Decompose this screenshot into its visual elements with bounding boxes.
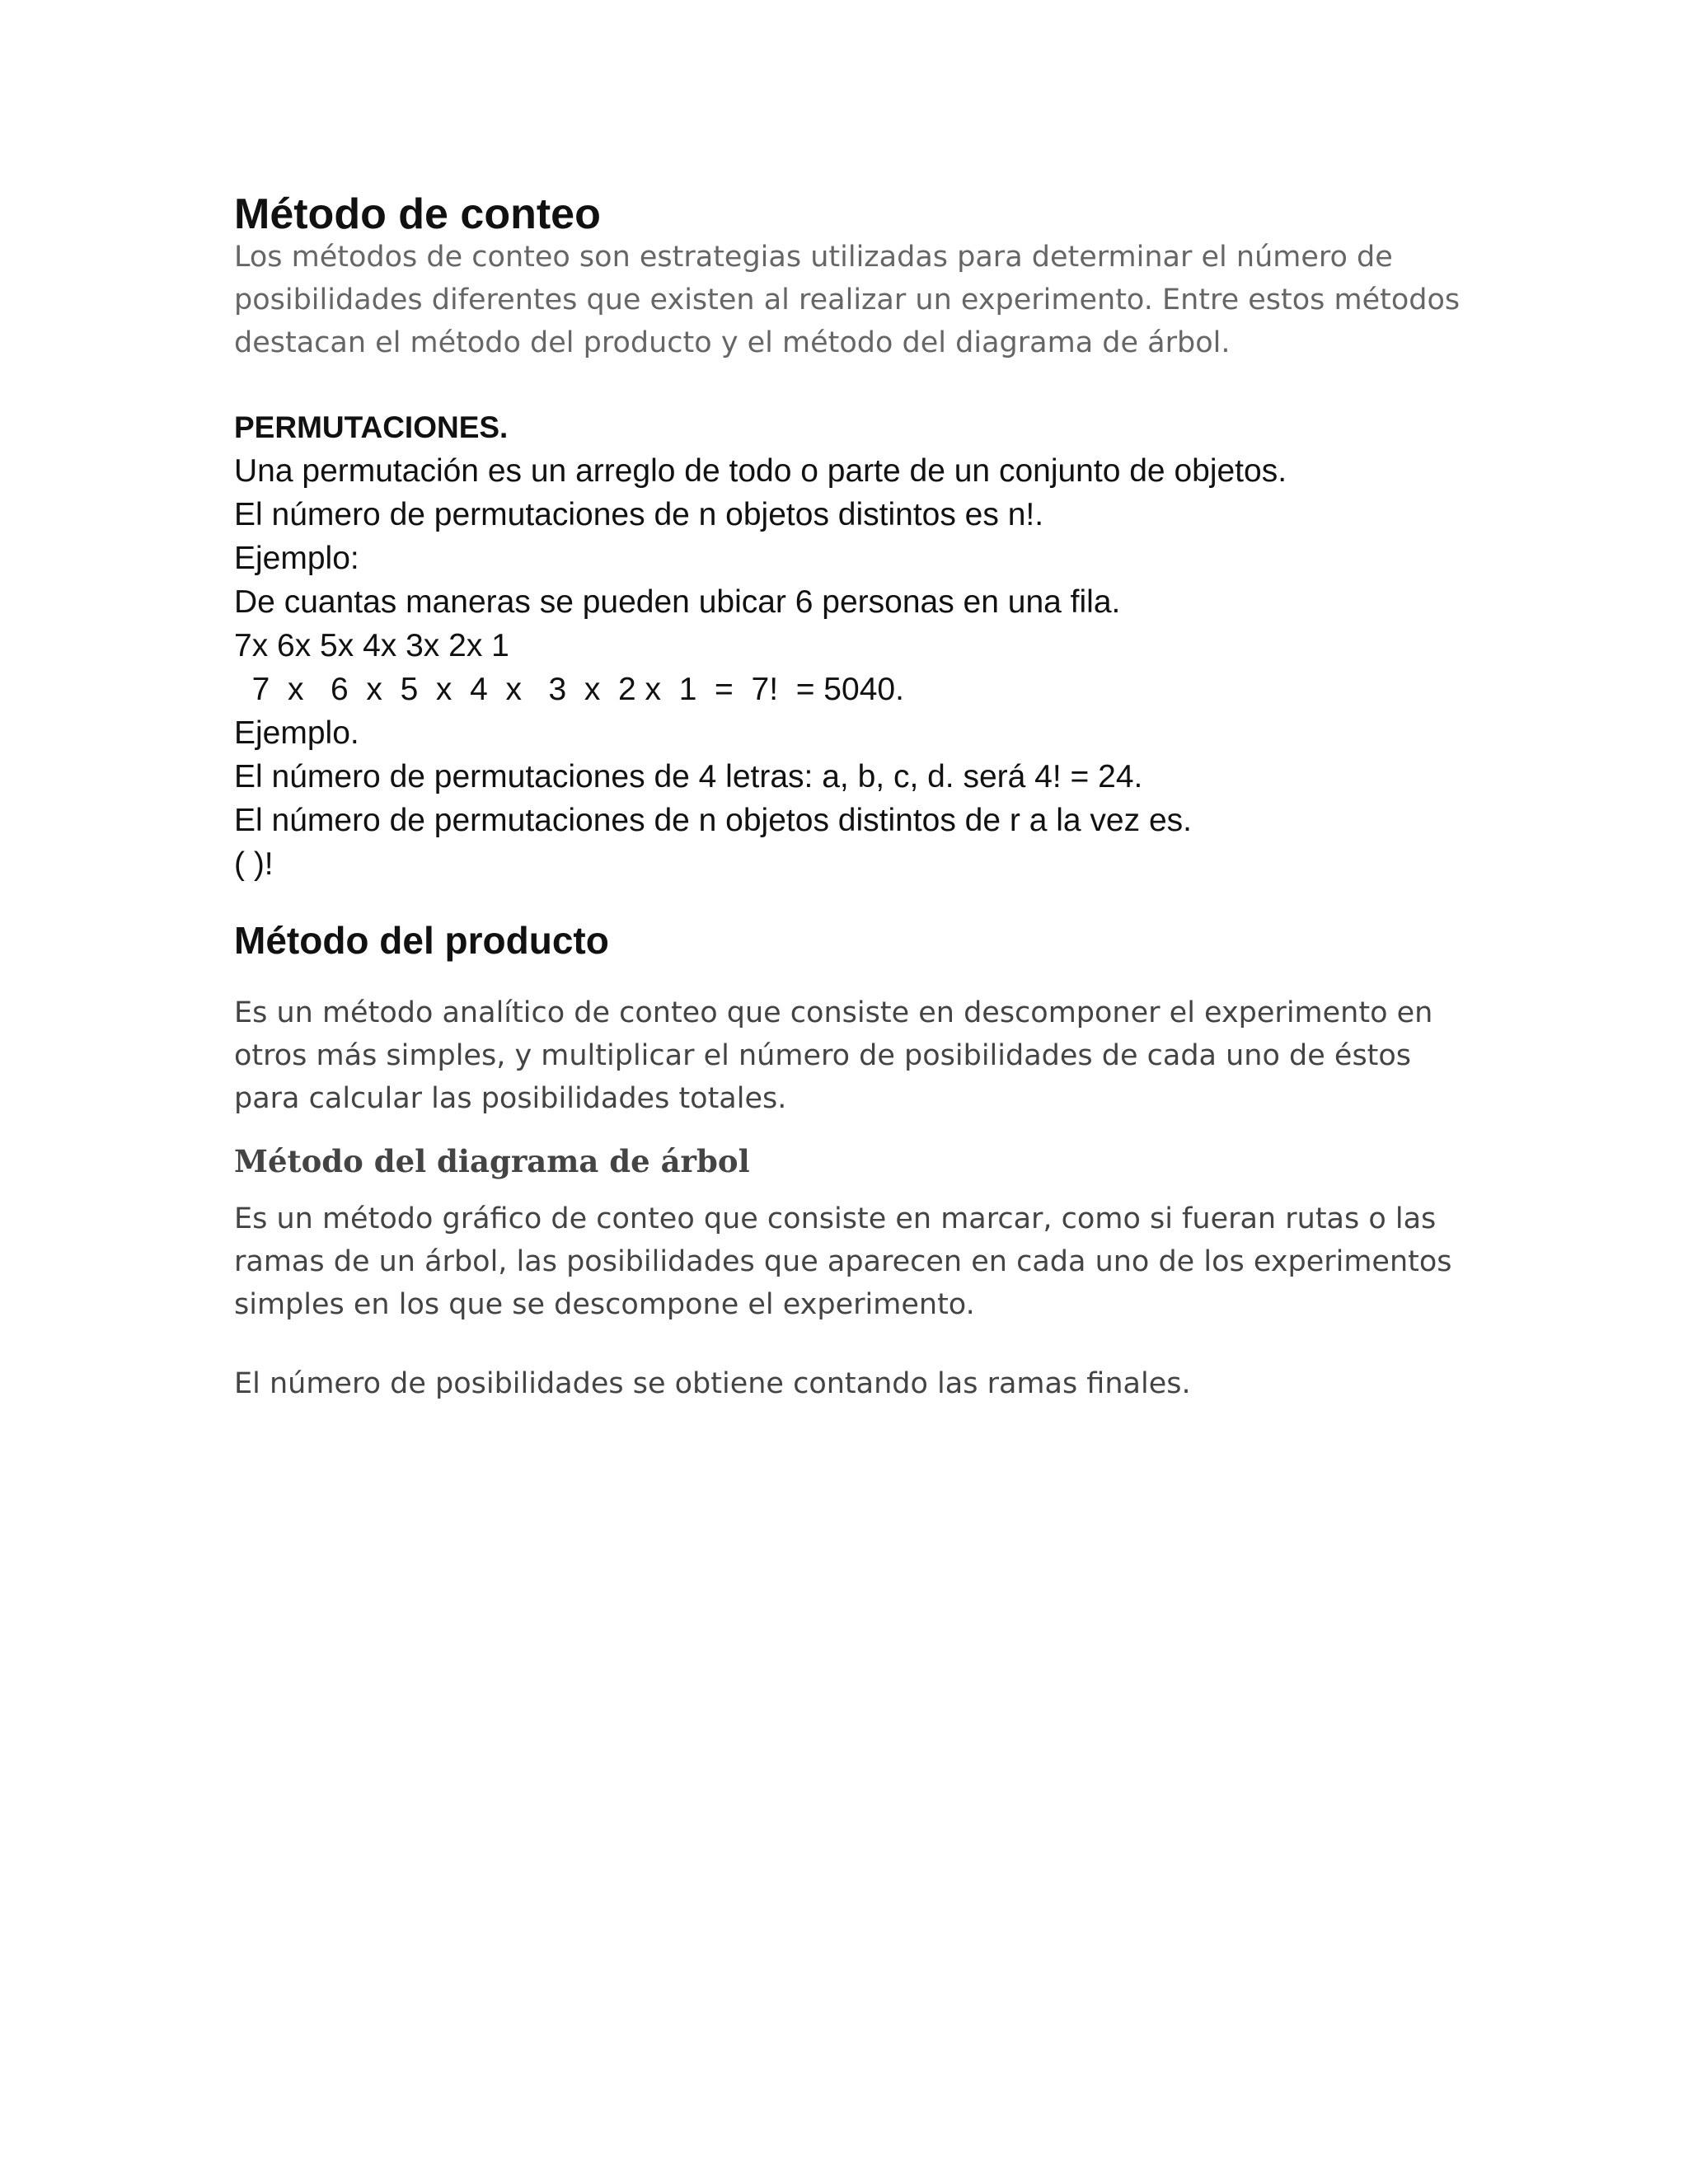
arbol-line: Es un método gráfico de conteo que consiste en marcar, como si fueran rutas o las	[234, 1202, 1437, 1235]
producto-line: para calcular las posibilidades totales.	[234, 1082, 787, 1115]
intro-line: posibilidades diferentes que existen al realizar un experimento. Entre estos métodos	[234, 284, 1461, 316]
permutaciones-line: El número de permutaciones de n objetos distintos de r a la vez es.	[234, 803, 1192, 838]
arbol-closing-line: El número de posibilidades se obtiene contando las ramas finales.	[234, 1367, 1191, 1400]
intro-line: destacan el método del producto y el método del diagrama de árbol.	[234, 326, 1231, 359]
permutaciones-line: Ejemplo:	[234, 541, 359, 576]
producto-paragraph	[234, 991, 1470, 1120]
intro-line: Los métodos de conteo son estrategias utilizadas para determinar el número de	[234, 241, 1393, 274]
permutaciones-line: Ejemplo.	[234, 715, 359, 751]
permutaciones-line: Una permutación es un arreglo de todo o parte de un conjunto de objetos.	[234, 453, 1287, 489]
title-metodo-del-producto: Método del producto	[234, 919, 609, 962]
arbol-line: ramas de un árbol, las posibilidades que aparecen en cada uno de los experimentos	[234, 1245, 1452, 1278]
title-metodo-del-diagrama-de-arbol: Método del diagrama de árbol	[234, 1143, 750, 1179]
producto-line: otros más simples, y multiplicar el número de posibilidades de cada uno de éstos	[234, 1039, 1412, 1072]
intro-paragraph	[234, 236, 1470, 364]
permutaciones-line: De cuantas maneras se pueden ubicar 6 personas en una fila.	[234, 584, 1121, 620]
permutaciones-line: 7x 6x 5x 4x 3x 2x 1	[234, 628, 509, 663]
arbol-paragraph	[234, 1197, 1470, 1326]
document-content	[234, 188, 1470, 1405]
permutaciones-heading: PERMUTACIONES.	[234, 410, 509, 444]
permutaciones-line: El número de permutaciones de 4 letras: a, b, c, d. será 4! = 24.	[234, 759, 1143, 794]
arbol-line: simples en los que se descompone el experimento.	[234, 1288, 975, 1321]
permutaciones-line: 7 x 6 x 5 x 4 x 3 x 2 x 1 = 7! = 5040.	[234, 672, 904, 707]
producto-line: Es un método analítico de conteo que consiste en descomponer el experimento en	[234, 996, 1433, 1029]
permutaciones-section	[234, 405, 1470, 886]
permutaciones-line: El número de permutaciones de n objetos distintos es n!.	[234, 497, 1044, 532]
title-metodo-de-conteo: Método de conteo	[234, 190, 601, 238]
permutaciones-line: ( )!	[234, 846, 274, 882]
